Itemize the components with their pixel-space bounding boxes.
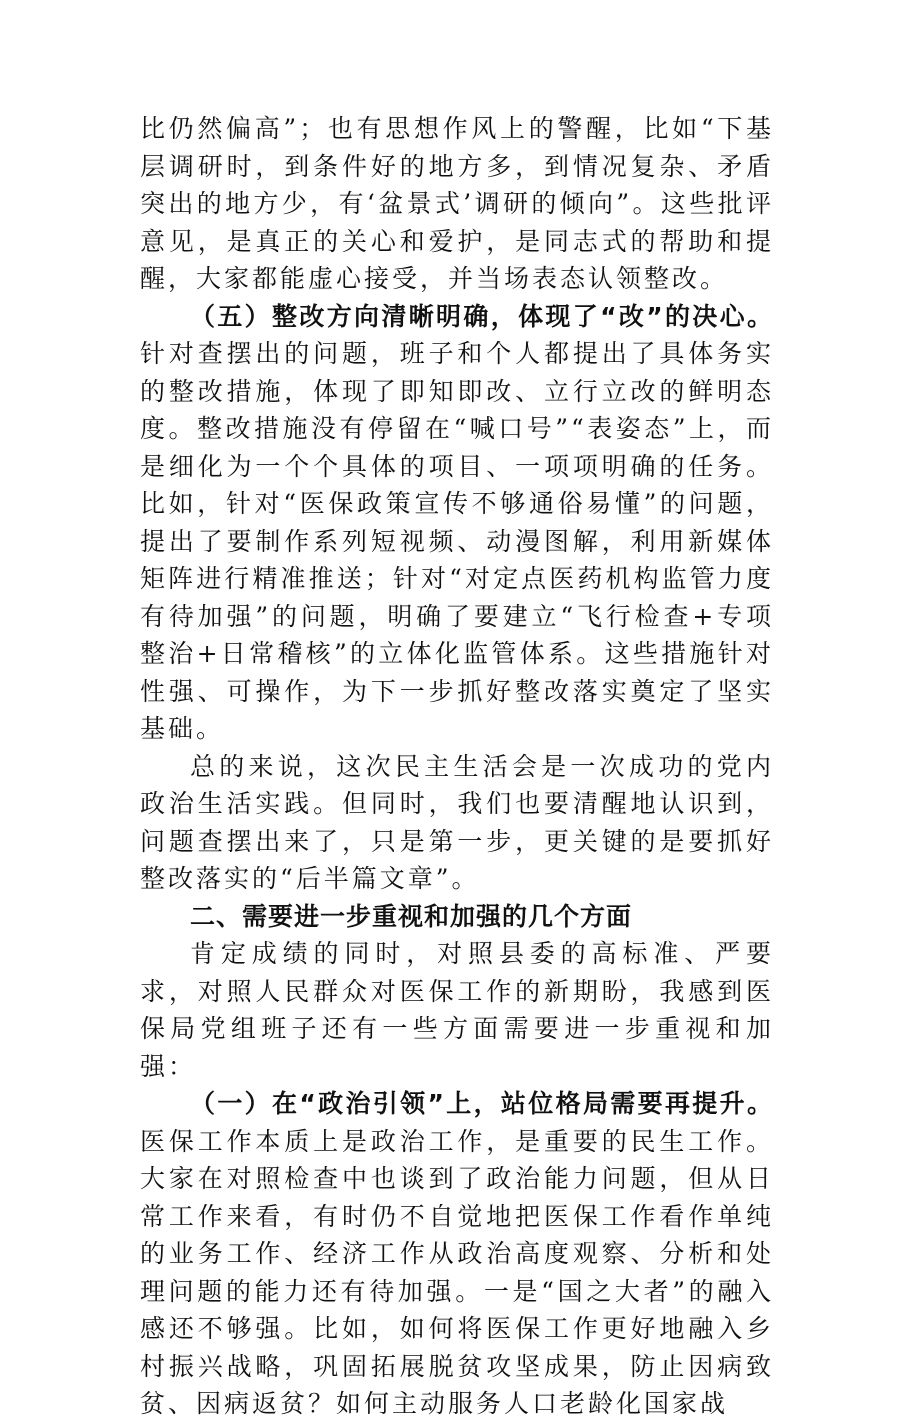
paragraph-5 [140,1085,774,1423]
paragraph-4: 肯定成绩的同时，对照县委的高标准、严要求，对照人民群众对医保工作的新期盼，我感到医保局党组班子还有一些方面需要进一步重视和加强： [140,939,774,1081]
section-5-lead: （五）整改方向清晰明确，体现了“改”的决心。 [190,301,774,331]
subsection-1-lead: （一）在“政治引领”上，站位格局需要再提升。 [190,1089,774,1118]
paragraph-3: 总的来说，这次民主生活会是一次成功的党内政治生活实践。但同时，我们也要清醒地认识到，问题查摆出来了，只是第一步，更关键的是要抓好整改落实的“后半篇文章”。 [140,751,774,893]
paragraph-1: 比仍然偏高”；也有思想作风上的警醒，比如“下基层调研时，到条件好的地方多，到情况复杂、矛盾突出的地方少，有‘盆景式’调研的倾向”。这些批评意见，是真正的关心和爱护，是同志式的帮助和提醒，大家都能虚心接受，并当场表态认领整改。 [140,114,774,293]
paragraph-2-body: 针对查摆出的问题，班子和个人都提出了具体务实的整改措施，体现了即知即改、立行立改的鲜明态度。整改措施没有停留在“喊口号”“表姿态”上，而是细化为一个个具体的项目、一项项明确的任务。比如，针对“医保政策宣传不够通俗易懂”的问题，提出了要制作系列短视频、动漫图解，利用新媒体矩阵进行精准推送；针对“对定点医药机构监管力度有待加强”的问题，明确了要建立“飞行检查+专项整治+日常稽核”的立体化监管体系。这些措施针对性强、可操作，为下一步抓好整改落实奠定了坚实基础。 [140,339,774,743]
paragraph-5-body: 医保工作本质上是政治工作，是重要的民生工作。大家在对照检查中也谈到了政治能力问题，但从日常工作来看，有时仍不自觉地把医保工作看作单纯的业务工作、经济工作从政治高度观察、分析和处理问题的能力还有待加强。一是“国之大者”的融入感还不够强。比如，如何将医保工作更好地融入乡村振兴战略，巩固拓展脱贫攻坚成果，防止因病致贫、因病返贫？如何主动服务人口老龄化国家战 [140,1126,774,1418]
section-heading-2: 二、需要进一步重视和加强的几个方面 [190,901,633,931]
document-body [140,110,774,1423]
paragraph-2 [140,298,774,748]
